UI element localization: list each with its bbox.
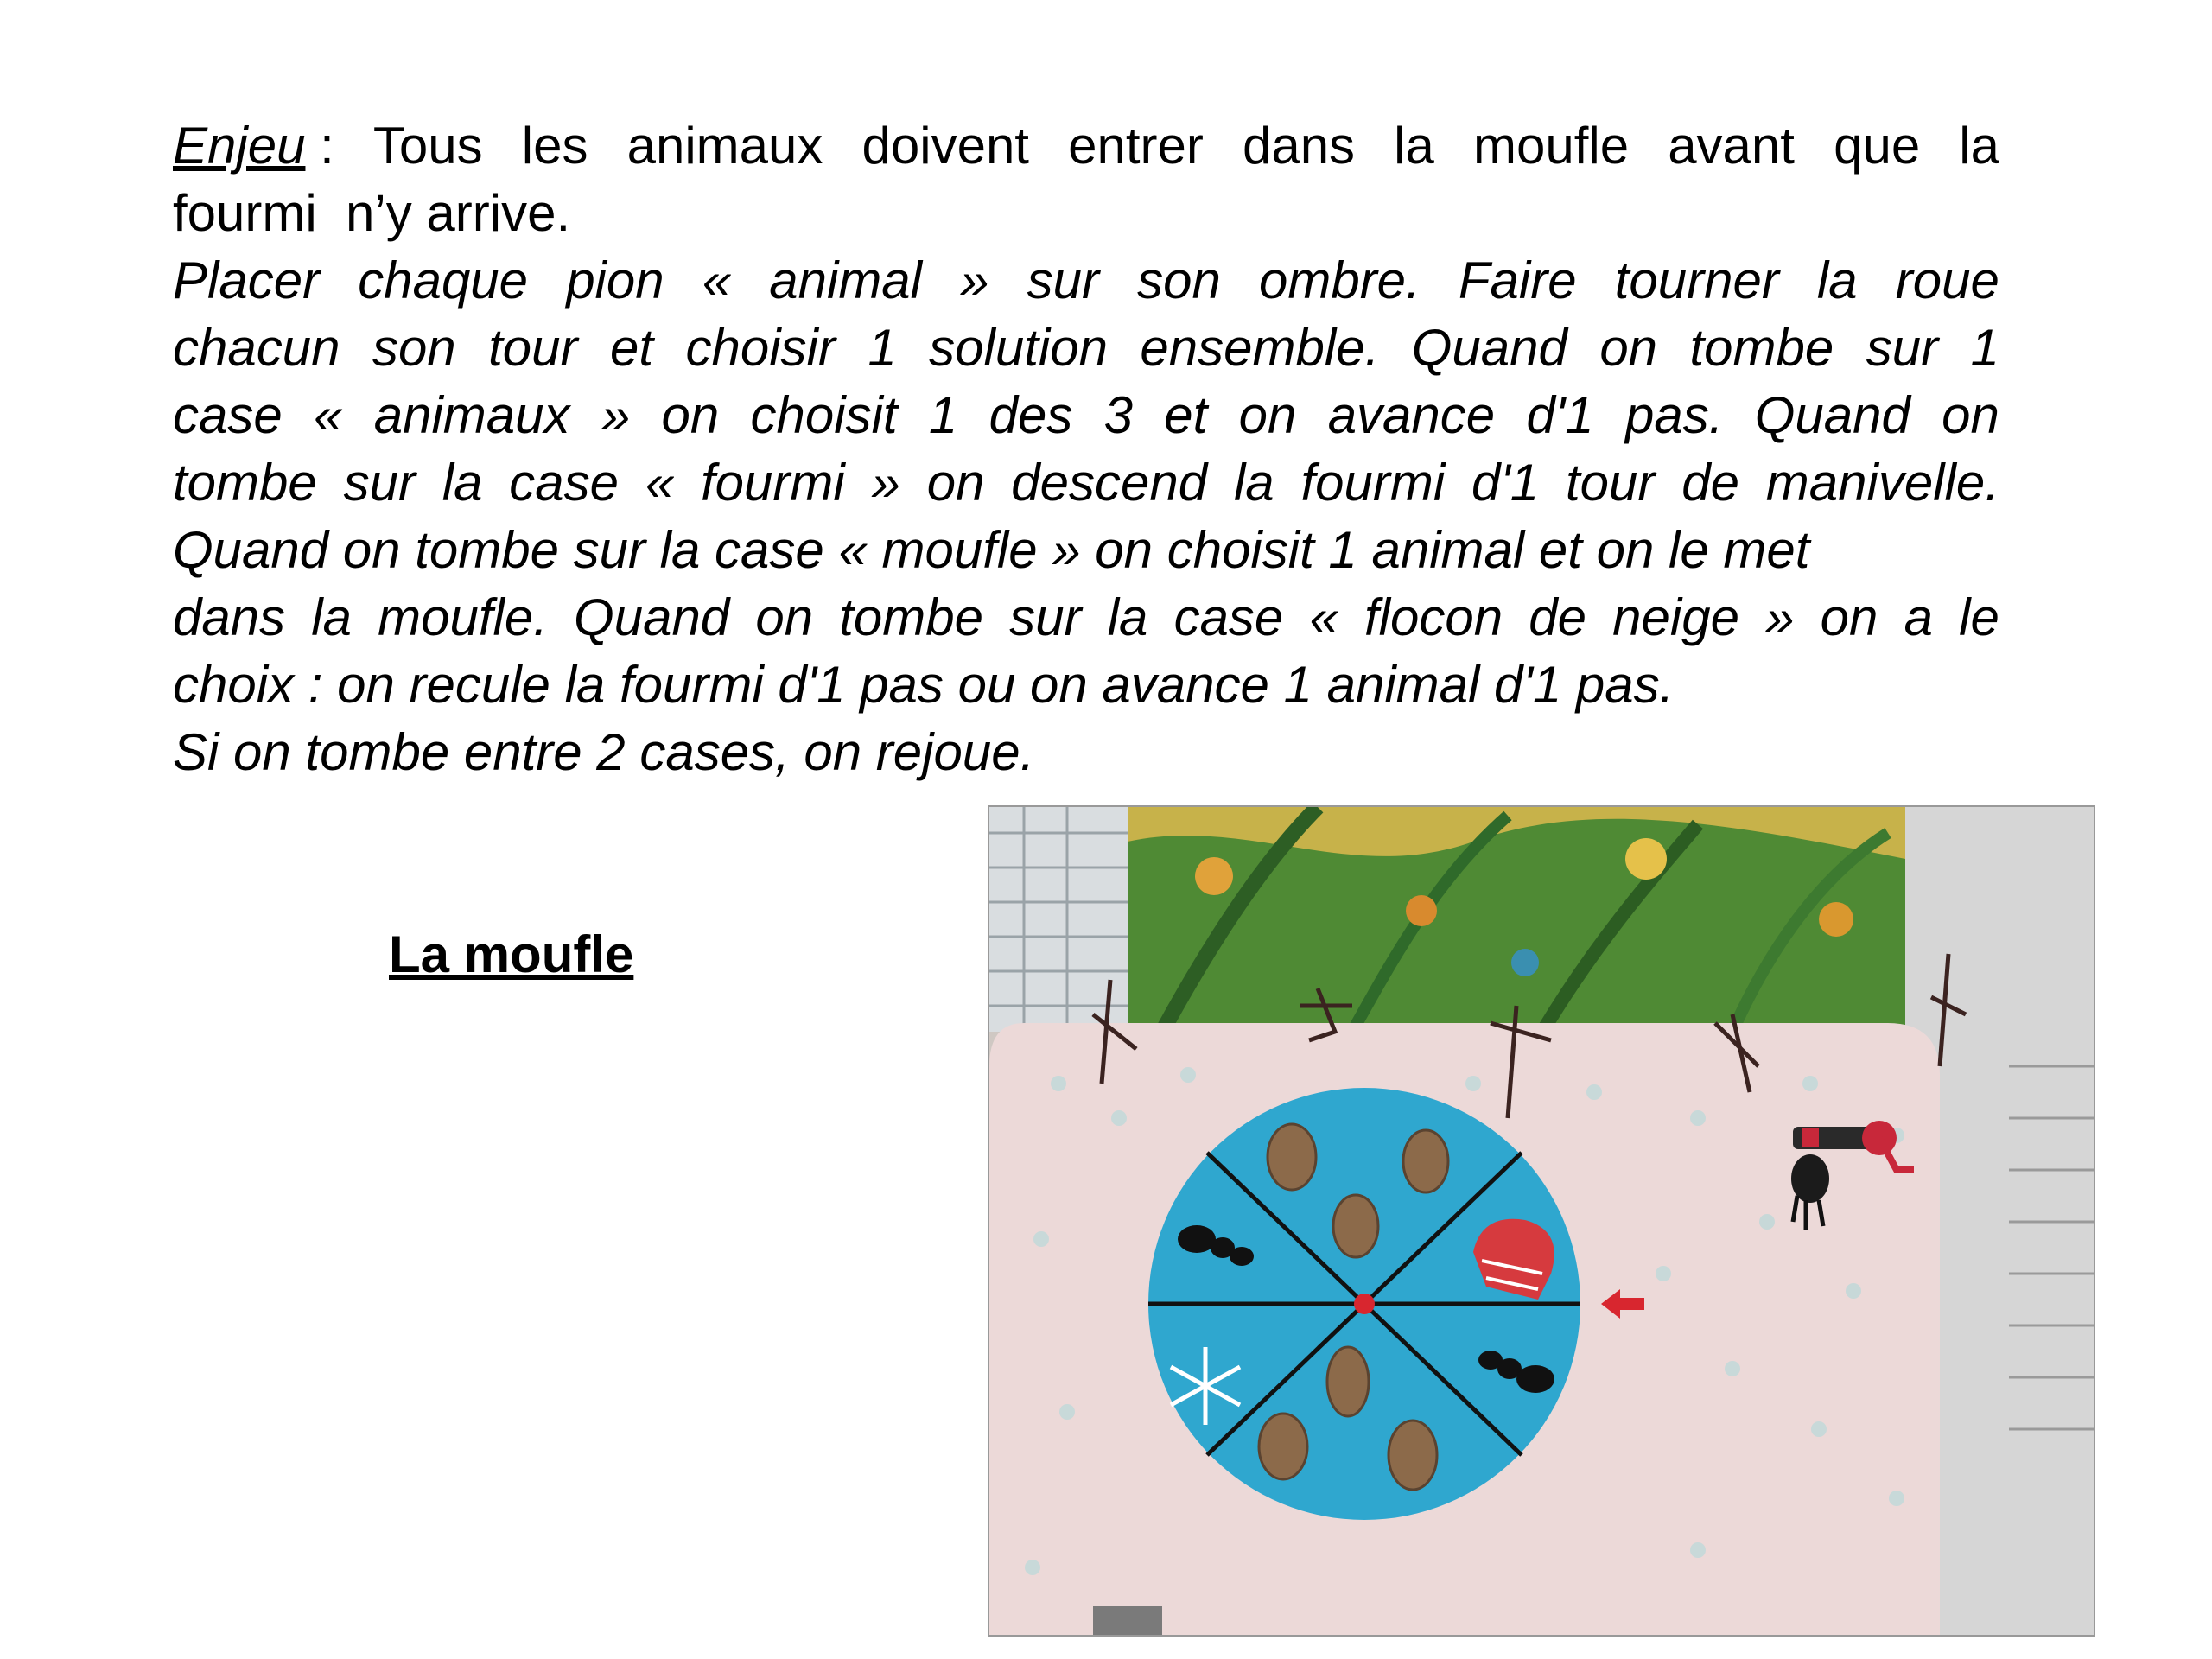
word: la [442,454,483,512]
word: 1 [868,319,897,377]
word: neige [1612,588,1739,646]
enjeu-line-2: fourmi n’y arrive. [173,184,571,242]
word: Quand [1411,319,1567,377]
word: doivent [861,117,1029,175]
word: tour [1566,454,1656,512]
instruction-line [173,315,1999,382]
word: choisit [750,386,898,444]
word: on [926,454,985,512]
word: flocon [1364,588,1503,646]
word: la [1816,251,1858,309]
word: Quand [1754,386,1910,444]
word: descend [1011,454,1208,512]
game-board-photo [988,805,2095,1637]
word: manivelle. [1765,454,1999,512]
word: sur [1009,588,1082,646]
word: » [871,454,900,512]
word: et [609,319,654,377]
word: on [755,588,814,646]
instruction-line-moufle: Quand on tombe sur la case « moufle » on choisit 1 animal et on le met [173,521,1810,579]
word: animaux [373,386,570,444]
instruction-line [173,382,1999,449]
word: tour [488,319,578,377]
word: moufle. [378,588,548,646]
word: d'1 [1471,454,1540,512]
word: « [645,454,675,512]
word: a [1904,588,1933,646]
rules-text [173,112,1999,786]
word: et [1164,386,1208,444]
word: avance [1327,386,1496,444]
painting [1128,807,1905,1032]
word: la [1107,588,1148,646]
word: entrer [1068,117,1204,175]
word: des [988,386,1073,444]
word: on [1238,386,1297,444]
word: animaux [626,117,823,175]
word: tombe [173,454,317,512]
word: d'1 [1526,386,1594,444]
word: sur [343,454,416,512]
instruction-line-flocon [173,584,1999,652]
word: moufle [1472,117,1630,175]
word: » [1765,588,1795,646]
word: de [1529,588,1587,646]
word: case [1173,588,1284,646]
word: chaque [358,251,529,309]
word: tourner [1614,251,1779,309]
word: on [1820,588,1878,646]
word: roue [1895,251,1999,309]
word: sur [1027,251,1099,309]
word: on [1599,319,1658,377]
word: on [1942,386,1999,444]
word: sur [1866,319,1939,377]
word: ombre. [1258,251,1421,309]
word: avant [1668,117,1795,175]
word: » [960,251,989,309]
word: pion [566,251,664,309]
game-title: La moufle [389,925,634,983]
instruction-line-choix: choix : on recule la fourmi d'1 pas ou on avance 1 animal d'1 pas. [173,656,1675,714]
word: fourmi [1300,454,1446,512]
word: case [509,454,620,512]
word: chacun [173,319,340,377]
word: « [314,386,343,444]
word: animal [769,251,922,309]
instruction-line-rejoue: Si on tombe entre 2 cases, on rejoue. [173,723,1035,781]
word: son [1137,251,1221,309]
word: Faire [1458,251,1577,309]
word: 1 [928,386,958,444]
word: la [1394,117,1434,175]
word: que [1834,117,1921,175]
word: « [702,251,732,309]
word: tombe [839,588,984,646]
enjeu-line-1 [173,112,1999,180]
word: Quand [574,588,730,646]
word: de [1681,454,1739,512]
word: la [1233,454,1274,512]
word: les [521,117,588,175]
word: dans [1242,117,1356,175]
instruction-line [173,449,1999,517]
word: ensemble. [1140,319,1380,377]
word: tombe [1689,319,1834,377]
word: « [1309,588,1338,646]
instruction-lines [173,247,1999,517]
word: 3 [1103,386,1133,444]
word: la [311,588,352,646]
word: solution [929,319,1108,377]
word: 1 [1970,319,1999,377]
word: fourmi [701,454,845,512]
spinning-wheel [1148,1088,1580,1520]
enjeu-separator: : [320,117,334,175]
word: choisir [685,319,836,377]
enjeu-label: Enjeu [173,117,306,175]
word: case [173,386,283,444]
word: Tous [372,117,483,175]
word: la [1959,117,1999,175]
word: » [601,386,631,444]
word: son [372,319,456,377]
word: dans [173,588,286,646]
instruction-line [173,247,1999,315]
word: pas. [1624,386,1724,444]
word: le [1959,588,1999,646]
word: on [661,386,720,444]
word: Placer [173,251,321,309]
